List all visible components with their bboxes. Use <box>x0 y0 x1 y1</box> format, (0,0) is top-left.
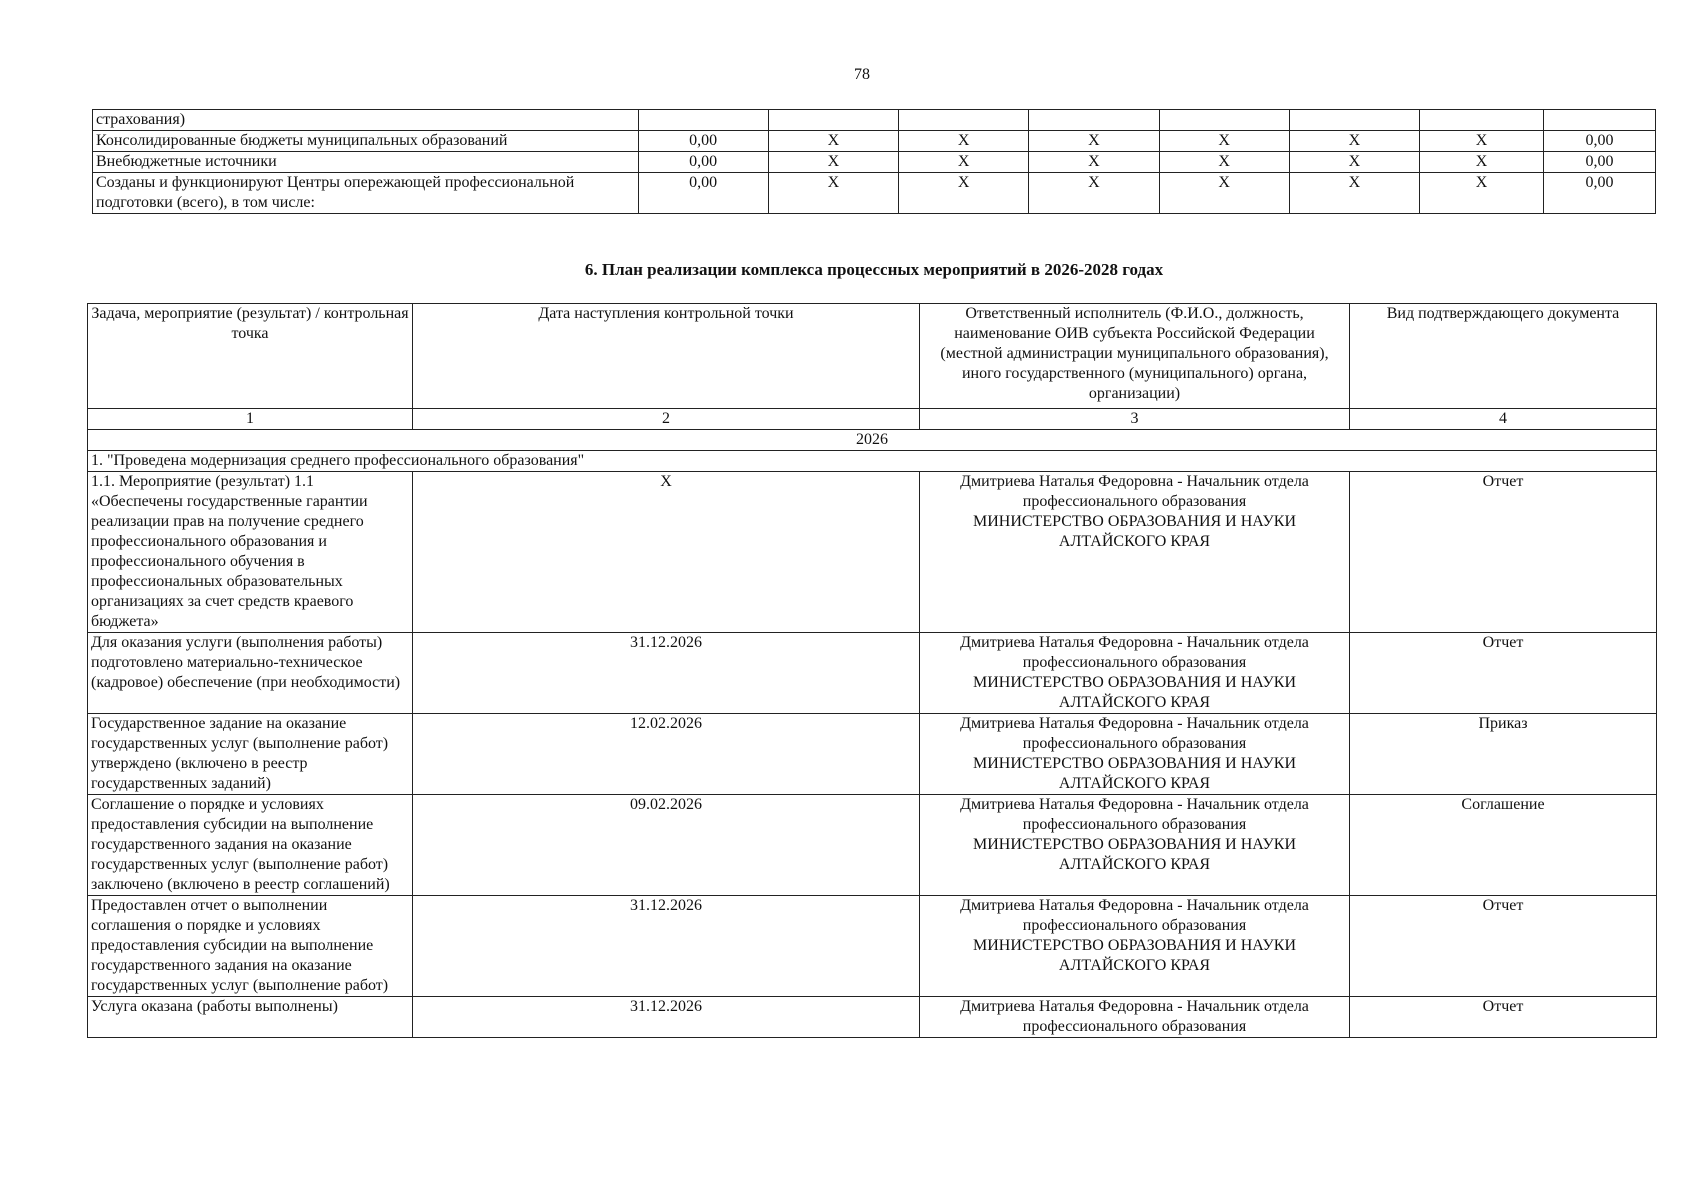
column-number: 1 <box>88 409 413 430</box>
table-cell: X <box>1029 131 1159 152</box>
table-cell: X <box>1159 131 1289 152</box>
responsible-cell <box>920 896 1350 997</box>
table-row <box>88 472 1657 633</box>
header-row <box>88 304 1657 409</box>
column-number-row <box>88 409 1657 430</box>
column-number: 3 <box>920 409 1350 430</box>
date-cell: 31.12.2026 <box>413 997 920 1038</box>
table-cell: X <box>1159 173 1289 214</box>
responsible-cell <box>920 472 1350 633</box>
column-number: 4 <box>1350 409 1657 430</box>
table-cell: 0,00 <box>1543 152 1655 173</box>
table-cell: X <box>1159 152 1289 173</box>
responsible-ministry: МИНИСТЕРСТВО ОБРАЗОВАНИЯ И НАУКИ <box>972 937 1296 954</box>
table-row <box>93 110 1656 131</box>
responsible-cell <box>920 795 1350 896</box>
table-cell: 0,00 <box>638 131 768 152</box>
date-cell: 31.12.2026 <box>413 633 920 714</box>
date-cell: 31.12.2026 <box>413 896 920 997</box>
plan-table <box>87 303 1657 1038</box>
year-row <box>88 430 1657 451</box>
table-row <box>88 795 1657 896</box>
responsible-person: Дмитриева Наталья Федоровна - Начальник отдела <box>960 715 1309 732</box>
table-cell: 0,00 <box>1543 131 1655 152</box>
responsible-ministry: МИНИСТЕРСТВО ОБРАЗОВАНИЯ И НАУКИ <box>972 836 1296 853</box>
responsible-person: Дмитриева Наталья Федоровна - Начальник отдела <box>960 473 1309 490</box>
date-cell: X <box>413 472 920 633</box>
table-cell: X <box>1289 131 1419 152</box>
responsible-cell <box>920 714 1350 795</box>
item-cell: 1.1. Мероприятие (результат) 1.1 «Обеспечены государственные гарантии реализации прав на получение среднего профессионального образования и профессионального обучения в профессиональных образовательных организациях за счет средств краевого бюджета» <box>88 472 413 633</box>
table-row <box>93 131 1656 152</box>
responsible-ministry: МИНИСТЕРСТВО ОБРАЗОВАНИЯ И НАУКИ <box>972 755 1296 772</box>
table-row <box>88 633 1657 714</box>
section-title: 6. План реализации комплекса процессных мероприятий в 2026-2028 годах <box>584 260 1164 279</box>
table-cell: X <box>1029 152 1159 173</box>
doc-cell: Отчет <box>1350 472 1657 633</box>
responsible-department: профессионального образования <box>1022 917 1247 934</box>
responsible-ministry: МИНИСТЕРСТВО ОБРАЗОВАНИЯ И НАУКИ <box>972 674 1296 691</box>
page-number: 78 <box>854 66 870 83</box>
responsible-ministry: МИНИСТЕРСТВО ОБРАЗОВАНИЯ И НАУКИ <box>972 513 1296 530</box>
task-row <box>88 451 1657 472</box>
item-cell: Государственное задание на оказание государственных услуг (выполнение работ) утверждено (включено в реестр государственных заданий) <box>88 714 413 795</box>
responsible-region: АЛТАЙСКОГО КРАЯ <box>1058 533 1211 550</box>
item-cell: Соглашение о порядке и условиях предоставления субсидии на выполнение государственного задания на оказание государственных услуг (выполнение работ) заключено (включено в реестр соглашений) <box>88 795 413 896</box>
item-cell: Предоставлен отчет о выполнении соглашения о порядке и условиях предоставления субсидии на выполнение государственного задания на оказание государственных услуг (выполнение работ) <box>88 896 413 997</box>
table-cell: X <box>1420 152 1544 173</box>
table-cell: X <box>1420 131 1544 152</box>
responsible-cell <box>920 997 1350 1038</box>
column-number: 2 <box>413 409 920 430</box>
funding-table <box>92 109 1656 214</box>
responsible-cell <box>920 633 1350 714</box>
row-label: Консолидированные бюджеты муниципальных образований <box>93 131 639 152</box>
responsible-department: профессионального образования <box>1022 816 1247 833</box>
row-label: Внебюджетные источники <box>93 152 639 173</box>
doc-cell: Соглашение <box>1350 795 1657 896</box>
table-row <box>88 714 1657 795</box>
row-label: страхования) <box>93 110 639 131</box>
column-header: Задача, мероприятие (результат) / контрольная точка <box>88 304 413 409</box>
item-cell: Для оказания услуги (выполнения работы) подготовлено материально-техническое (кадровое) обеспечение (при необходимости) <box>88 633 413 714</box>
table-cell: 0,00 <box>1543 173 1655 214</box>
table-cell: X <box>1029 173 1159 214</box>
table-cell: X <box>1420 173 1544 214</box>
responsible-region: АЛТАЙСКОГО КРАЯ <box>1058 694 1211 711</box>
table-row <box>88 997 1657 1038</box>
task-label: 1. "Проведена модернизация среднего профессионального образования" <box>88 451 1657 472</box>
table-cell: X <box>1289 173 1419 214</box>
row-label: Созданы и функционируют Центры опережающей профессиональной подготовки (всего), в том числе: <box>93 173 639 214</box>
responsible-department: профессионального образования <box>1022 1018 1247 1035</box>
responsible-department: профессионального образования <box>1022 735 1247 752</box>
table-cell: X <box>768 173 898 214</box>
table-cell: X <box>768 152 898 173</box>
table-cell: X <box>899 131 1029 152</box>
table-row <box>88 896 1657 997</box>
responsible-region: АЛТАЙСКОГО КРАЯ <box>1058 856 1211 873</box>
column-header: Дата наступления контрольной точки <box>413 304 920 409</box>
responsible-person: Дмитриева Наталья Федоровна - Начальник отдела <box>960 796 1309 813</box>
year-label: 2026 <box>88 430 1657 451</box>
doc-cell: Приказ <box>1350 714 1657 795</box>
responsible-region: АЛТАЙСКОГО КРАЯ <box>1058 957 1211 974</box>
item-cell: Услуга оказана (работы выполнены) <box>88 997 413 1038</box>
responsible-department: профессионального образования <box>1022 493 1247 510</box>
responsible-person: Дмитриева Наталья Федоровна - Начальник отдела <box>960 998 1309 1015</box>
date-cell: 09.02.2026 <box>413 795 920 896</box>
table-cell: 0,00 <box>638 173 768 214</box>
responsible-person: Дмитриева Наталья Федоровна - Начальник отдела <box>960 897 1309 914</box>
table-row <box>93 152 1656 173</box>
doc-cell: Отчет <box>1350 997 1657 1038</box>
table-cell: 0,00 <box>638 152 768 173</box>
table-row <box>93 173 1656 214</box>
doc-cell: Отчет <box>1350 896 1657 997</box>
doc-cell: Отчет <box>1350 633 1657 714</box>
table-cell: X <box>1289 152 1419 173</box>
responsible-region: АЛТАЙСКОГО КРАЯ <box>1058 775 1211 792</box>
table-cell: X <box>899 173 1029 214</box>
responsible-person: Дмитриева Наталья Федоровна - Начальник отдела <box>960 634 1309 651</box>
date-cell: 12.02.2026 <box>413 714 920 795</box>
responsible-department: профессионального образования <box>1022 654 1247 671</box>
column-header: Вид подтверждающего документа <box>1350 304 1657 409</box>
column-header: Ответственный исполнитель (Ф.И.О., должность, наименование ОИВ субъекта Российской Федерации (местной администрации муниципального образования), иного государственного (муниципального) органа, организации) <box>920 304 1350 409</box>
table-cell: X <box>768 131 898 152</box>
table-cell: X <box>899 152 1029 173</box>
